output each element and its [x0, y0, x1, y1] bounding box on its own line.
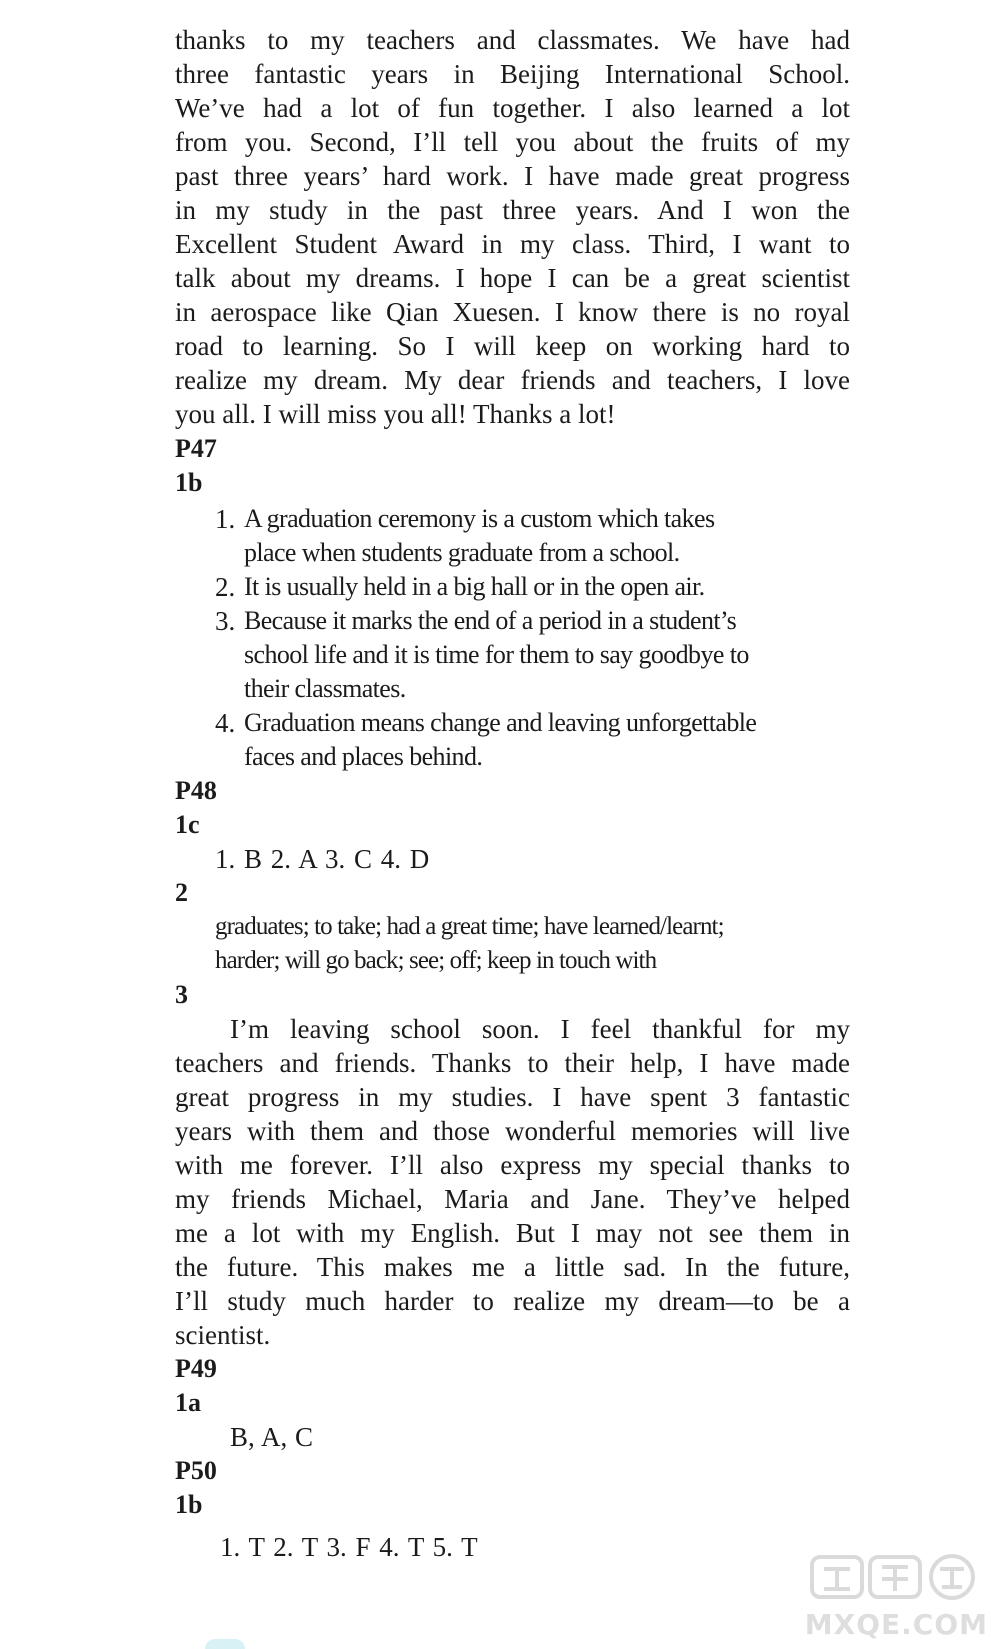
decorative-blob: [205, 1639, 245, 1649]
page-heading-p47: P47: [175, 434, 217, 463]
list-item-number: 3.: [215, 606, 236, 636]
speech-line: from you. Second, I’ll tell you about the fruits of my: [175, 127, 850, 157]
answers-2-line: harder; will go back; see; off; keep in touch with: [215, 947, 657, 974]
site-watermark: [778, 1553, 988, 1641]
speech-line: Excellent Student Award in my class. Third, I want to: [175, 229, 850, 259]
speech-line: in my study in the past three years. And I won the: [175, 195, 850, 225]
passage-line: the future. This makes me a little sad. In the future,: [175, 1252, 850, 1282]
page-heading-p50: P50: [175, 1456, 217, 1485]
section-heading-1a: 1a: [175, 1388, 201, 1417]
answers-1a: B, A, C: [230, 1422, 314, 1452]
speech-line: realize my dream. My dear friends and teachers, I love: [175, 365, 850, 395]
section-heading-3: 3: [175, 980, 188, 1009]
speech-line: you all. I will miss you all! Thanks a lot!: [175, 399, 616, 429]
passage-line: me a lot with my English. But I may not see them in: [175, 1218, 850, 1248]
list-item-text: A graduation ceremony is a custom which takes: [244, 504, 715, 533]
list-item-text: their classmates.: [244, 674, 406, 703]
page-heading-p48: P48: [175, 776, 217, 805]
answer-logo-icon: [810, 1553, 980, 1601]
passage-line: my friends Michael, Maria and Jane. They’ve helped: [175, 1184, 850, 1214]
passage-line: teachers and friends. Thanks to their help, I have made: [175, 1048, 850, 1078]
passage-line: with me forever. I’ll also express my special thanks to: [175, 1150, 850, 1180]
watermark-text: MXQE.COM: [804, 1608, 988, 1641]
list-item-text: school life and it is time for them to say goodbye to: [244, 640, 749, 669]
section-heading-1b: 1b: [175, 468, 203, 497]
list-item-text: It is usually held in a big hall or in the open air.: [244, 572, 705, 601]
list-item-text: faces and places behind.: [244, 742, 483, 771]
section-heading-1b: 1b: [175, 1490, 203, 1519]
speech-line: three fantastic years in Beijing International School.: [175, 59, 850, 89]
list-item-number: 1.: [215, 504, 236, 534]
passage-line: scientist.: [175, 1320, 271, 1350]
passage-line: years with them and those wonderful memories will live: [175, 1116, 850, 1146]
list-item-text: Graduation means change and leaving unforgettable: [244, 708, 757, 737]
answers-p50-1b: 1. T 2. T 3. F 4. T 5. T: [220, 1532, 478, 1562]
list-item-text: place when students graduate from a school.: [244, 538, 680, 567]
list-item-number: 4.: [215, 708, 236, 738]
speech-line: in aerospace like Qian Xuesen. I know there is no royal: [175, 297, 850, 327]
list-item-number: 2.: [215, 572, 236, 602]
page-heading-p49: P49: [175, 1354, 217, 1383]
speech-line: past three years’ hard work. I have made great progress: [175, 161, 850, 191]
passage-line: great progress in my studies. I have spent 3 fantastic: [175, 1082, 850, 1112]
section-heading-2: 2: [175, 878, 188, 907]
list-item-text: Because it marks the end of a period in a student’s: [244, 606, 737, 635]
speech-line: road to learning. So I will keep on working hard to: [175, 331, 850, 361]
section-heading-1c: 1c: [175, 810, 200, 839]
passage-line: I’m leaving school soon. I feel thankful for my: [230, 1014, 850, 1044]
passage-line: I’ll study much harder to realize my dream—to be a: [175, 1286, 850, 1316]
speech-line: We’ve had a lot of fun together. I also learned a lot: [175, 93, 850, 123]
speech-line: talk about my dreams. I hope I can be a great scientist: [175, 263, 850, 293]
answers-2-line: graduates; to take; had a great time; have learned/learnt;: [215, 913, 724, 940]
speech-line: thanks to my teachers and classmates. We have had: [175, 25, 850, 55]
answers-1c: 1. B 2. A 3. C 4. D: [215, 844, 430, 874]
